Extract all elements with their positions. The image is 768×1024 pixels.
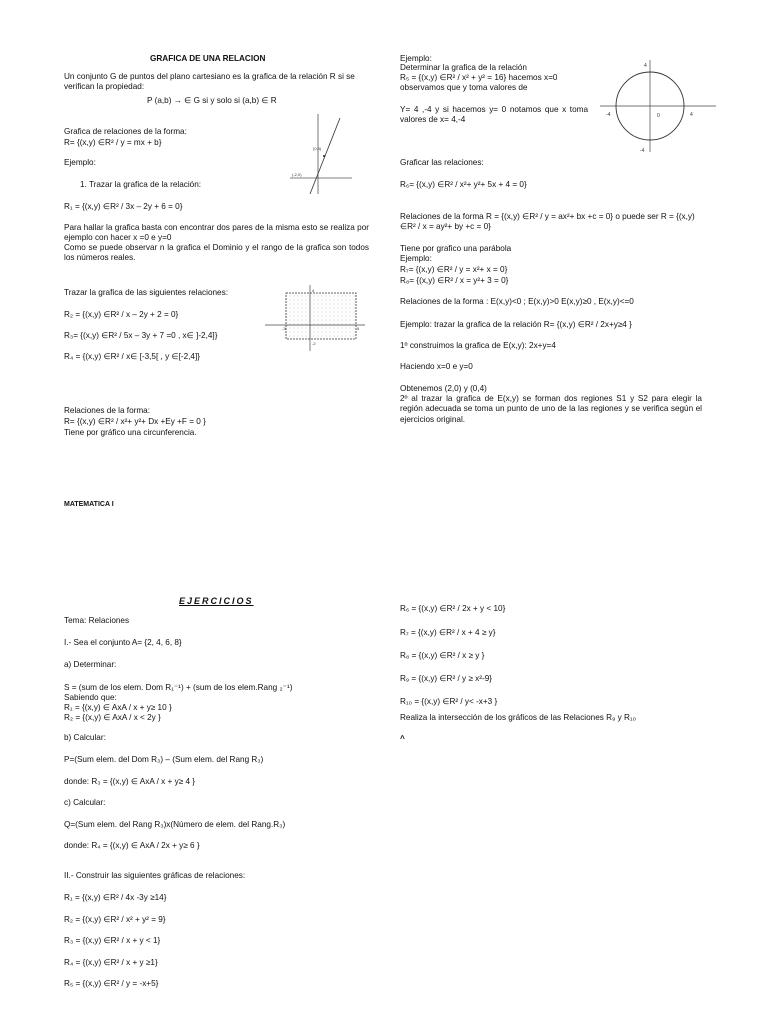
haciendo-text: Haciendo x=0 e y=0 [400, 362, 473, 371]
part-c: c) Calcular: [64, 798, 106, 807]
obtenemos-text: Obtenemos (2,0) y (0,4) [400, 384, 487, 393]
tema-text: Tema: Relaciones [64, 616, 130, 625]
rectangle-region-figure [265, 283, 365, 353]
footer-text: MATEMATICA I [64, 501, 114, 508]
tick-label: -4 [606, 112, 611, 118]
section-i: I.- Sea el conjunto A= {2, 4, 6, 8} [64, 638, 182, 647]
s-relation-r1: R₁ = {(x,y) ∈ AxA / x + y≥ 10 } [64, 703, 172, 712]
como-text: Como se puede observar n la grafica el Dominio y el rango de la grafica son todos los números reales. [64, 243, 369, 263]
list-item: R₁₀ = {(x,y) ∈R² / y< -x+3 } [400, 697, 498, 706]
trazar-text: Trazar la grafica de las siguientes relaciones: [64, 288, 228, 297]
circle-graph-figure [598, 58, 718, 154]
sabiendo-text: Sabiendo que: [64, 693, 117, 702]
page-title: GRAFICA DE UNA RELACION [150, 54, 266, 63]
tick-label: -2 [312, 341, 316, 346]
list-item: R₂ = {(x,y) ∈R² / x² + y² = 9} [64, 915, 166, 924]
intro-text: Un conjunto G de puntos del plano cartesiano es la grafica de la relación R si se verifican la propiedad: [64, 72, 355, 92]
example-2-label: Ejemplo: [400, 254, 432, 263]
relation-r3: R₃= {(x,y) ∈R² / 5x – 3y + 7 =0 , x∈ ]-2,4]} [64, 331, 218, 340]
step-1: 1. Trazar la grafica de la relación: [80, 180, 202, 189]
tick-label: 5 [357, 326, 360, 331]
right-example-label: Ejemplo: [400, 54, 432, 63]
tick-label: 4 [312, 288, 315, 293]
inequality-forms: Relaciones de la forma : E(x,y)<0 ; E(x,y)>0 E(x,y)≥0 , E(x,y)<=0 [400, 297, 634, 306]
para-text: Para hallar la grafica basta con encontrar dos pares de la misma esto se realiza por ejemplo con hacer x =0 e y=0 [64, 223, 369, 243]
line-graph-figure [288, 112, 354, 196]
parabola-forms: Relaciones de la forma R = {(x,y) ∈R² / y = ax²+ bx +c = 0} o puede ser R = {(x,y) ∈R² / x = ay²+ by +c = 0} [400, 212, 695, 232]
tick-label: -4 [640, 148, 645, 154]
relation-r6: R₆= {(x,y) ∈R² / x²+ y²+ 5x + 4 = 0} [400, 180, 527, 189]
list-item: R₁ = {(x,y) ∈R² / 4x -3y ≥14} [64, 893, 167, 902]
caret-mark: ^ [400, 734, 405, 743]
s-relation-r2: R₂ = {(x,y) ∈ AxA / x < 2y } [64, 713, 161, 722]
list-item: R₈ = {(x,y) ∈R² / x ≥ y } [400, 651, 485, 660]
q-formula: Q=(Sum elem. del Rang R₃)x(Número de elem. del Rang.R₃) [64, 820, 286, 829]
list-item: R₆ = {(x,y) ∈R² / 2x + y < 10} [400, 604, 506, 613]
relation-r5: R₅ = {(x,y) ∈R² / x² + y² = 16} hacemos x=0 [400, 73, 558, 82]
parabola-note: Tiene por grafico una parábola [400, 244, 512, 253]
list-item: R₄ = {(x,y) ∈R² / x + y ≥1} [64, 958, 158, 967]
tick-label: 4 [644, 63, 647, 69]
point-label-1: (0,3) [313, 146, 322, 151]
section-ii: II.- Construir las siguientes gráficas de relaciones: [64, 871, 246, 880]
relation-r2: R₂ = {(x,y) ∈R² / x – 2y + 2 = 0} [64, 310, 179, 319]
point-mark [323, 155, 325, 157]
circle-form-title: Relaciones de la forma: [64, 406, 151, 415]
part-b: b) Calcular: [64, 733, 106, 742]
relation-r4: R₄ = {(x,y) ∈R² / x∈ [-3,5[ , y ∈[-2,4]} [64, 352, 200, 361]
q-donde: donde: R₄ = {(x,y) ∈ AxA / 2x + y≥ 6 } [64, 841, 200, 850]
graficar-text: Graficar las relaciones: [400, 158, 484, 167]
exercises-title: EJERCICIOS [179, 596, 254, 606]
relation-r8: R₈= {(x,y) ∈R² / x = y²+ 3 = 0} [400, 276, 509, 285]
part-a: a) Determinar: [64, 660, 117, 669]
list-item: R₅ = {(x,y) ∈R² / y = -x+5} [64, 979, 159, 988]
region-rect [286, 293, 356, 339]
point-label-2: (-2,0) [292, 172, 302, 177]
step-one: 1º construimos la grafica de E(x,y): 2x+y=4 [400, 341, 556, 350]
realiza-text: Realiza la intersección de los gráficos de las Relaciones R₉ y R₁₀ [400, 713, 637, 722]
property-text: P (a,b) → ∈ G si y solo si (a,b) ∈ R [147, 96, 277, 105]
s-formula: S = (sum de los elem. Dom R₁⁻¹) + (sum de los elem.Rang ₂⁻¹) [64, 683, 293, 692]
example-label: Ejemplo: [64, 158, 96, 167]
relation-r1: R₁ = {(x,y) ∈R² / 3x – 2y + 6 = 0} [64, 202, 183, 211]
relation-r7: R₇= {(x,y) ∈R² / y = x²+ x = 0} [400, 265, 508, 274]
list-item: R₇ = {(x,y) ∈R² / x + 4 ≥ y} [400, 628, 496, 637]
circle-form: R= {(x,y) ∈R² / x²+ y²+ Dx +Ey +F = 0 } [64, 417, 206, 426]
step-two: 2º al trazar la grafica de E(x,y) se forman dos regiones S1 y S2 para elegir la región adecuada se toma un punto de uno de la las regiones y se verifica según el ejercicios original. [400, 394, 702, 424]
linear-form: R= {(x,y) ∈R² / y = mx + b} [64, 138, 162, 147]
page-2 [0, 512, 768, 1024]
tick-label: -3 [282, 326, 286, 331]
p-formula: P=(Sum elem. del Dom R₃) – (Sum elem. del Rang R₃) [64, 755, 264, 764]
tick-label: 4 [690, 112, 693, 118]
right-determinar: Determinar la grafica de la relación [400, 63, 527, 72]
list-item: R₃ = {(x,y) ∈R² / x + y < 1} [64, 936, 161, 945]
tick-label: 0 [657, 113, 660, 119]
example-3: Ejemplo: trazar la grafica de la relación R= {(x,y) ∈R² / 2x+y≥4 } [400, 320, 632, 329]
circle-note: Tiene por gráfico una circunferencia. [64, 428, 197, 437]
list-item: R₉ = {(x,y) ∈R² / y ≥ x²-9} [400, 674, 492, 683]
form-title: Grafica de relaciones de la forma: [64, 127, 187, 136]
observamos-text: observamos que y toma valores de [400, 83, 528, 92]
p-donde: donde: R₃ = {(x,y) ∈ AxA / x + y≥ 4 } [64, 777, 196, 786]
y-values-text: Y= 4 ,-4 y si hacemos y= 0 notamos que x toma valores de x= 4,-4 [400, 105, 588, 125]
